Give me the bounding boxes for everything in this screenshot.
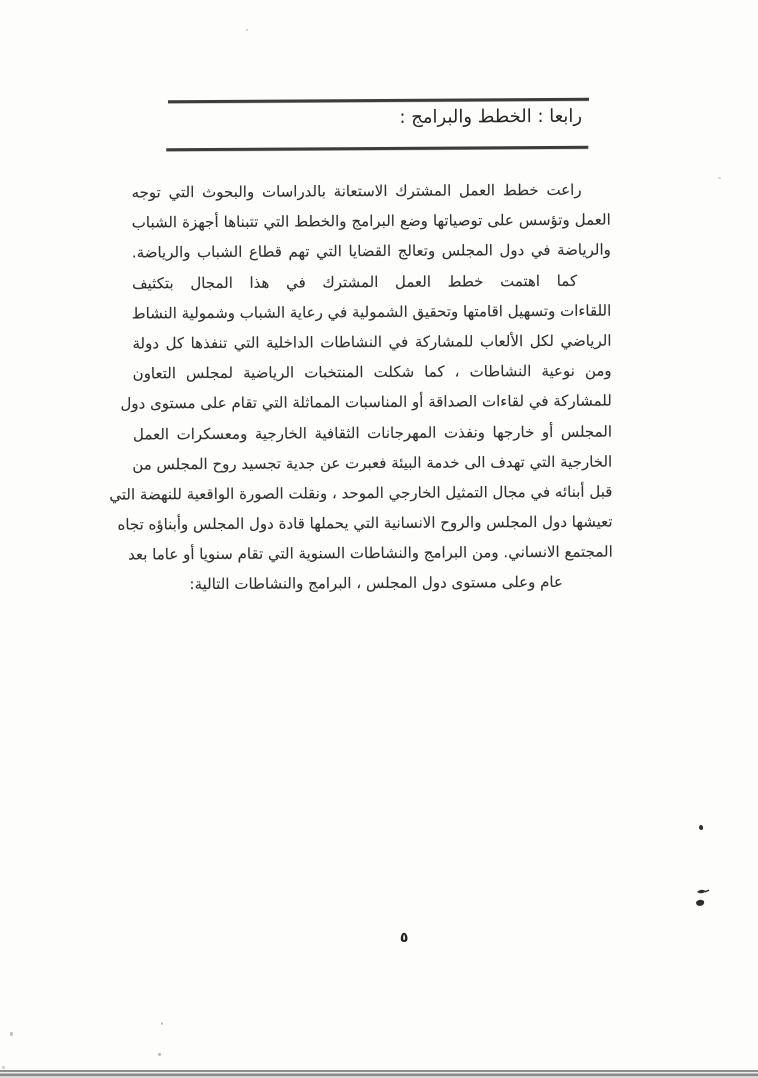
body-line: عام وعلى مستوى دول المجلس ، البرامج والنشاطات التالية: [189, 573, 563, 594]
heading-rule-bottom [166, 146, 588, 151]
heading-rule-top [168, 98, 589, 103]
body-line: والرياضة في دول المجلس وتعالج القضايا التي تهم قطاع الشباب والرياضة. [131, 240, 611, 262]
body-line: المجتمع الانساني. ومن البرامج والنشاطات السنوية التي تقام سنويا أو عاما بعد [128, 542, 613, 564]
body-text [109, 175, 613, 601]
body-line: الخارجية التي تهدف الى خدمة البيئة فعبرت عن جدية تجسيد روح المجلس من [132, 452, 613, 474]
scan-speck [718, 177, 721, 179]
margin-ink-dot [699, 825, 703, 830]
body-line: كما اهتمت خطط العمل المشترك في هذا المجال بتكثيف [132, 271, 578, 293]
body-line: اللقاءات وتسهيل اقامتها وتحقيق الشمولية في رعاية الشباب وشمولية النشاط [131, 301, 612, 323]
section-heading: رابعا : الخطط والبرامج : [399, 105, 583, 128]
scan-speck [10, 1032, 13, 1036]
body-line: العمل وتؤسس على توصياتها وضع البرامج والخطط التي تتبناها أجهزة الشباب [131, 210, 611, 232]
body-line: تعيشها دول المجلس والروح الانسانية التي يحملها قادة دول المجلس وأبناؤه تجاه [117, 512, 613, 534]
body-line: ومن نوعية النشاطات ، كما شكلت المنتخبات الرياضية لمجلس التعاون [132, 361, 612, 383]
page-number: ٥ [399, 929, 409, 946]
body-line: راعت خطط العمل المشترك الاستعانة بالدراسات والبحوث التي توجه [131, 180, 582, 202]
scan-speck [246, 29, 248, 31]
scan-speck [158, 1053, 161, 1056]
scan-speck [161, 1022, 163, 1025]
body-line: للمشاركة في لقاءات الصداقة أو المناسبات المماثلة التي تقام على مستوى دول [120, 391, 612, 413]
body-line: قبل أبنائه في مجال التمثيل الخارجي الموحد ، ونقلت الصورة الواقعية للنهضة التي [109, 482, 613, 504]
scanner-edge-band [0, 1069, 758, 1078]
body-line: المجلس أو خارجها ونفذت المهرجانات الثقافية الخارجية ومعسكرات العمل [132, 422, 613, 444]
body-line: الرياضي لكل الألعاب للمشاركة في النشاطات الداخلية التي تنفذها كل دولة [132, 331, 612, 353]
margin-ink-mark [691, 886, 715, 912]
